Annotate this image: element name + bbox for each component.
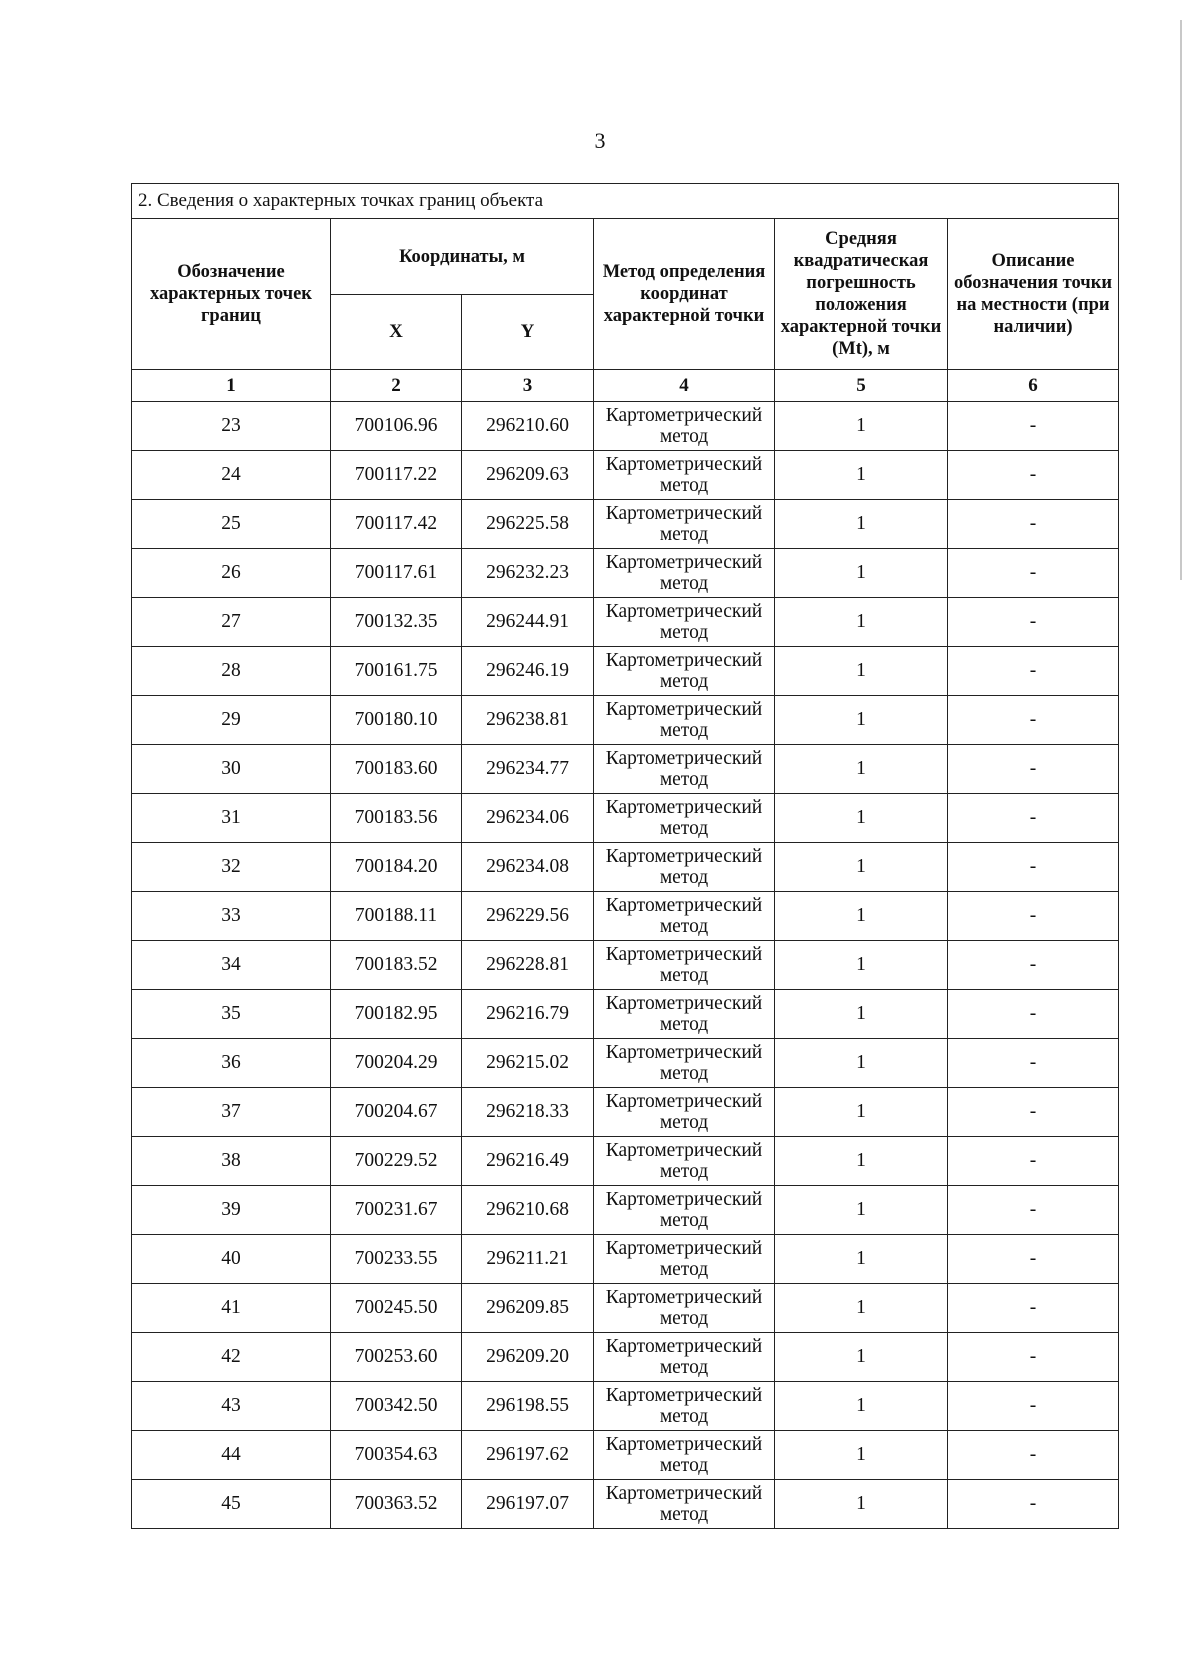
cell-point: 44 — [132, 1431, 331, 1480]
table-row — [132, 1235, 1119, 1284]
cell-error: 1 — [775, 500, 948, 549]
cell-point: 40 — [132, 1235, 331, 1284]
cell-error: 1 — [775, 598, 948, 647]
cell-description: - — [948, 1480, 1119, 1529]
cell-description: - — [948, 1088, 1119, 1137]
cell-method: Картометрический метод — [594, 892, 775, 941]
cell-description: - — [948, 500, 1119, 549]
cell-x: 700229.52 — [331, 1137, 462, 1186]
cell-x: 700204.67 — [331, 1088, 462, 1137]
cell-method: Картометрический метод — [594, 598, 775, 647]
cell-description: - — [948, 1235, 1119, 1284]
cell-x: 700342.50 — [331, 1382, 462, 1431]
column-number: 6 — [948, 370, 1119, 402]
cell-description: - — [948, 843, 1119, 892]
cell-x: 700106.96 — [331, 402, 462, 451]
column-number: 2 — [331, 370, 462, 402]
cell-y: 296234.08 — [462, 843, 594, 892]
table-body — [132, 402, 1119, 1529]
cell-description: - — [948, 745, 1119, 794]
cell-method: Картометрический метод — [594, 1186, 775, 1235]
cell-point: 23 — [132, 402, 331, 451]
cell-point: 29 — [132, 696, 331, 745]
cell-point: 38 — [132, 1137, 331, 1186]
cell-x: 700117.42 — [331, 500, 462, 549]
cell-method: Картометрический метод — [594, 1235, 775, 1284]
cell-error: 1 — [775, 696, 948, 745]
cell-description: - — [948, 1039, 1119, 1088]
page-number: 3 — [594, 128, 606, 153]
cell-y: 296210.60 — [462, 402, 594, 451]
cell-y: 296216.49 — [462, 1137, 594, 1186]
cell-error: 1 — [775, 1431, 948, 1480]
cell-x: 700245.50 — [331, 1284, 462, 1333]
column-numbers-row — [132, 370, 1119, 402]
cell-description: - — [948, 941, 1119, 990]
cell-x: 700182.95 — [331, 990, 462, 1039]
cell-error: 1 — [775, 990, 948, 1039]
cell-point: 32 — [132, 843, 331, 892]
cell-method: Картометрический метод — [594, 941, 775, 990]
header-y: Y — [462, 295, 594, 370]
cell-description: - — [948, 696, 1119, 745]
cell-method: Картометрический метод — [594, 1333, 775, 1382]
cell-error: 1 — [775, 1186, 948, 1235]
cell-error: 1 — [775, 402, 948, 451]
cell-description: - — [948, 1284, 1119, 1333]
cell-point: 33 — [132, 892, 331, 941]
cell-y: 296209.20 — [462, 1333, 594, 1382]
table-row — [132, 549, 1119, 598]
cell-x: 700183.52 — [331, 941, 462, 990]
cell-point: 25 — [132, 500, 331, 549]
cell-error: 1 — [775, 1333, 948, 1382]
cell-error: 1 — [775, 892, 948, 941]
cell-error: 1 — [775, 1137, 948, 1186]
cell-method: Картометрический метод — [594, 1137, 775, 1186]
cell-description: - — [948, 892, 1119, 941]
cell-method: Картометрический метод — [594, 549, 775, 598]
cell-description: - — [948, 1186, 1119, 1235]
cell-x: 700132.35 — [331, 598, 462, 647]
cell-x: 700117.22 — [331, 451, 462, 500]
cell-y: 296209.63 — [462, 451, 594, 500]
cell-y: 296246.19 — [462, 647, 594, 696]
column-number: 3 — [462, 370, 594, 402]
cell-point: 42 — [132, 1333, 331, 1382]
cell-method: Картометрический метод — [594, 1431, 775, 1480]
cell-description: - — [948, 990, 1119, 1039]
column-number: 4 — [594, 370, 775, 402]
cell-point: 24 — [132, 451, 331, 500]
cell-error: 1 — [775, 549, 948, 598]
cell-error: 1 — [775, 843, 948, 892]
cell-error: 1 — [775, 1284, 948, 1333]
cell-description: - — [948, 1137, 1119, 1186]
table-row — [132, 500, 1119, 549]
cell-error: 1 — [775, 794, 948, 843]
cell-method: Картометрический метод — [594, 696, 775, 745]
cell-x: 700354.63 — [331, 1431, 462, 1480]
table-row — [132, 843, 1119, 892]
cell-y: 296197.62 — [462, 1431, 594, 1480]
cell-point: 39 — [132, 1186, 331, 1235]
cell-method: Картометрический метод — [594, 1039, 775, 1088]
column-number: 5 — [775, 370, 948, 402]
header-coordinates: Координаты, м — [331, 219, 594, 295]
cell-point: 34 — [132, 941, 331, 990]
table-row — [132, 598, 1119, 647]
cell-y: 296215.02 — [462, 1039, 594, 1088]
cell-method: Картометрический метод — [594, 647, 775, 696]
cell-point: 27 — [132, 598, 331, 647]
cell-method: Картометрический метод — [594, 1480, 775, 1529]
table-row — [132, 696, 1119, 745]
cell-error: 1 — [775, 745, 948, 794]
cell-method: Картометрический метод — [594, 500, 775, 549]
column-number: 1 — [132, 370, 331, 402]
cell-method: Картометрический метод — [594, 402, 775, 451]
cell-y: 296229.56 — [462, 892, 594, 941]
header-error: Средняя квадратическая погрешность положения характерной точки (Mt), м — [775, 219, 948, 370]
header-x: X — [331, 295, 462, 370]
cell-point: 28 — [132, 647, 331, 696]
cell-point: 37 — [132, 1088, 331, 1137]
cell-description: - — [948, 1382, 1119, 1431]
table-row — [132, 892, 1119, 941]
cell-error: 1 — [775, 1088, 948, 1137]
cell-error: 1 — [775, 1480, 948, 1529]
cell-error: 1 — [775, 451, 948, 500]
table-row — [132, 1137, 1119, 1186]
cell-point: 26 — [132, 549, 331, 598]
cell-x: 700183.60 — [331, 745, 462, 794]
header-point: Обозначение характерных точек границ — [132, 219, 331, 370]
cell-y: 296197.07 — [462, 1480, 594, 1529]
cell-x: 700117.61 — [331, 549, 462, 598]
cell-x: 700188.11 — [331, 892, 462, 941]
cell-y: 296234.77 — [462, 745, 594, 794]
header-method: Метод определения координат характерной точки — [594, 219, 775, 370]
cell-y: 296211.21 — [462, 1235, 594, 1284]
cell-description: - — [948, 402, 1119, 451]
cell-description: - — [948, 1431, 1119, 1480]
cell-error: 1 — [775, 1382, 948, 1431]
table-row — [132, 1382, 1119, 1431]
cell-y: 296234.06 — [462, 794, 594, 843]
cell-method: Картометрический метод — [594, 843, 775, 892]
cell-method: Картометрический метод — [594, 451, 775, 500]
cell-point: 36 — [132, 1039, 331, 1088]
cell-x: 700183.56 — [331, 794, 462, 843]
cell-x: 700180.10 — [331, 696, 462, 745]
cell-description: - — [948, 451, 1119, 500]
cell-x: 700231.67 — [331, 1186, 462, 1235]
table-row — [132, 1088, 1119, 1137]
table-row — [132, 745, 1119, 794]
cell-method: Картометрический метод — [594, 745, 775, 794]
table-row — [132, 1039, 1119, 1088]
cell-x: 700204.29 — [331, 1039, 462, 1088]
cell-method: Картометрический метод — [594, 1382, 775, 1431]
cell-point: 31 — [132, 794, 331, 843]
table-row — [132, 1480, 1119, 1529]
table-row — [132, 1186, 1119, 1235]
cell-error: 1 — [775, 941, 948, 990]
table-title: 2. Сведения о характерных точках границ объекта — [132, 184, 1119, 219]
cell-y: 296225.58 — [462, 500, 594, 549]
table-row — [132, 941, 1119, 990]
cell-description: - — [948, 794, 1119, 843]
cell-y: 296198.55 — [462, 1382, 594, 1431]
table-row — [132, 1284, 1119, 1333]
table-row — [132, 990, 1119, 1039]
cell-method: Картометрический метод — [594, 794, 775, 843]
cell-method: Картометрический метод — [594, 1088, 775, 1137]
cell-error: 1 — [775, 1235, 948, 1284]
cell-method: Картометрический метод — [594, 990, 775, 1039]
cell-y: 296210.68 — [462, 1186, 594, 1235]
cell-description: - — [948, 1333, 1119, 1382]
table-row — [132, 1333, 1119, 1382]
cell-method: Картометрический метод — [594, 1284, 775, 1333]
cell-y: 296216.79 — [462, 990, 594, 1039]
cell-error: 1 — [775, 647, 948, 696]
cell-point: 30 — [132, 745, 331, 794]
scan-edge-line — [1180, 20, 1182, 580]
header-description: Описание обозначения точки на местности (при наличии) — [948, 219, 1119, 370]
boundary-points-table — [131, 183, 1119, 1529]
cell-x: 700184.20 — [331, 843, 462, 892]
cell-x: 700233.55 — [331, 1235, 462, 1284]
table-row — [132, 451, 1119, 500]
table-row — [132, 1431, 1119, 1480]
cell-point: 43 — [132, 1382, 331, 1431]
cell-x: 700253.60 — [331, 1333, 462, 1382]
table-row — [132, 794, 1119, 843]
cell-x: 700161.75 — [331, 647, 462, 696]
cell-point: 35 — [132, 990, 331, 1039]
cell-y: 296218.33 — [462, 1088, 594, 1137]
cell-y: 296238.81 — [462, 696, 594, 745]
cell-y: 296228.81 — [462, 941, 594, 990]
cell-description: - — [948, 598, 1119, 647]
cell-x: 700363.52 — [331, 1480, 462, 1529]
cell-y: 296244.91 — [462, 598, 594, 647]
cell-point: 45 — [132, 1480, 331, 1529]
cell-point: 41 — [132, 1284, 331, 1333]
cell-y: 296232.23 — [462, 549, 594, 598]
cell-error: 1 — [775, 1039, 948, 1088]
table-row — [132, 647, 1119, 696]
cell-description: - — [948, 647, 1119, 696]
table-row — [132, 402, 1119, 451]
cell-description: - — [948, 549, 1119, 598]
cell-y: 296209.85 — [462, 1284, 594, 1333]
